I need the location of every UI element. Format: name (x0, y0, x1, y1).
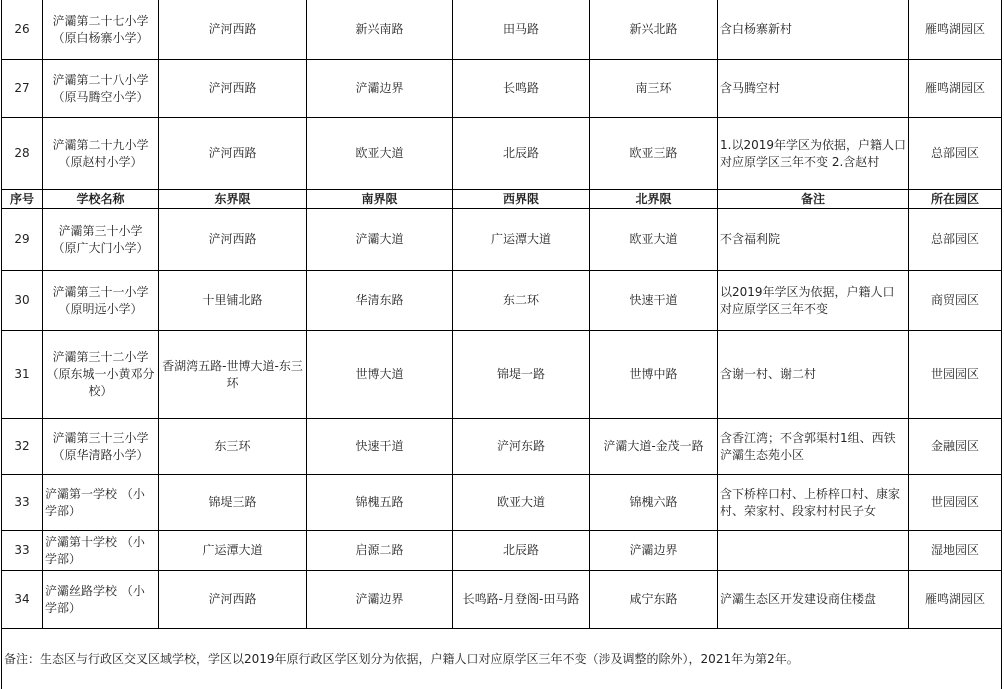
row-number: 27 (2, 60, 43, 118)
footnote-row (2, 629, 1002, 689)
school-name: 浐灞第一学校 （小学部） (43, 475, 159, 531)
row-number: 31 (2, 331, 43, 419)
column-header: 学校名称 (43, 190, 159, 209)
school-name: 浐灞第三十二小学（原东城一小黄邓分校） (43, 331, 159, 419)
east-boundary: 浐河西路 (159, 0, 307, 60)
west-boundary: 浐河东路 (453, 419, 590, 475)
park-area: 总部园区 (909, 209, 1002, 271)
school-name: 浐灞第三十小学 （原广大门小学） (43, 209, 159, 271)
park-area: 雁鸣湖园区 (909, 60, 1002, 118)
north-boundary: 世博中路 (590, 331, 718, 419)
west-boundary: 北辰路 (453, 531, 590, 571)
east-boundary: 广运潭大道 (159, 531, 307, 571)
remark: 不含福利院 (718, 209, 909, 271)
row-number: 33 (2, 475, 43, 531)
south-boundary: 浐灞边界 (307, 571, 453, 629)
park-area: 湿地园区 (909, 531, 1002, 571)
column-header: 北界限 (590, 190, 718, 209)
column-header: 南界限 (307, 190, 453, 209)
remark: 含香江湾；不含郭渠村1组、西铁浐灞生态苑小区 (718, 419, 909, 475)
remark: 含下桥梓口村、上桥梓口村、康家村、荣家村、段家村村民子女 (718, 475, 909, 531)
north-boundary: 欧亚大道 (590, 209, 718, 271)
table-row (2, 118, 1002, 190)
school-name: 浐灞第二十九小学（原赵村小学） (43, 118, 159, 190)
column-header: 西界限 (453, 190, 590, 209)
south-boundary: 华清东路 (307, 271, 453, 331)
east-boundary: 锦堤三路 (159, 475, 307, 531)
school-name: 浐灞第三十一小学（原明远小学） (43, 271, 159, 331)
school-district-table (1, 0, 1002, 689)
park-area: 总部园区 (909, 118, 1002, 190)
table-row (2, 209, 1002, 271)
footnote: 备注：生态区与行政区交叉区域学校，学区以2019年原行政区学区划分为依据，户籍人口对应原学区三年不变（涉及调整的除外），2021年为第2年。 (2, 629, 1002, 689)
column-header: 所在园区 (909, 190, 1002, 209)
column-header: 东界限 (159, 190, 307, 209)
park-area: 世园园区 (909, 475, 1002, 531)
south-boundary: 启源二路 (307, 531, 453, 571)
north-boundary: 浐灞边界 (590, 531, 718, 571)
remark: 1.以2019年学区为依据，户籍人口对应原学区三年不变 2.含赵村 (718, 118, 909, 190)
west-boundary: 东二环 (453, 271, 590, 331)
row-number: 32 (2, 419, 43, 475)
park-area: 世园园区 (909, 331, 1002, 419)
south-boundary: 新兴南路 (307, 0, 453, 60)
row-number: 30 (2, 271, 43, 331)
row-number: 34 (2, 571, 43, 629)
row-number: 28 (2, 118, 43, 190)
remark: 含白杨寨新村 (718, 0, 909, 60)
table-row (2, 271, 1002, 331)
park-area: 商贸园区 (909, 271, 1002, 331)
table-row (2, 60, 1002, 118)
south-boundary: 锦槐五路 (307, 475, 453, 531)
row-number: 29 (2, 209, 43, 271)
school-name: 浐灞丝路学校 （小学部） (43, 571, 159, 629)
east-boundary: 浐河西路 (159, 118, 307, 190)
table-header-row (2, 190, 1002, 209)
north-boundary: 欧亚三路 (590, 118, 718, 190)
west-boundary: 锦堤一路 (453, 331, 590, 419)
south-boundary: 世博大道 (307, 331, 453, 419)
south-boundary: 欧亚大道 (307, 118, 453, 190)
table-row (2, 419, 1002, 475)
row-number: 33 (2, 531, 43, 571)
table-row (2, 0, 1002, 60)
east-boundary: 浐河西路 (159, 209, 307, 271)
remark: 以2019年学区为依据，户籍人口对应原学区三年不变 (718, 271, 909, 331)
west-boundary: 北辰路 (453, 118, 590, 190)
north-boundary: 南三环 (590, 60, 718, 118)
south-boundary: 快速干道 (307, 419, 453, 475)
table-row (2, 331, 1002, 419)
west-boundary: 广运潭大道 (453, 209, 590, 271)
east-boundary: 东三环 (159, 419, 307, 475)
east-boundary: 十里铺北路 (159, 271, 307, 331)
south-boundary: 浐灞边界 (307, 60, 453, 118)
west-boundary: 长鸣路-月登阁-田马路 (453, 571, 590, 629)
school-name: 浐灞第二十七小学（原白杨寨小学） (43, 0, 159, 60)
east-boundary: 香湖湾五路-世博大道-东三环 (159, 331, 307, 419)
school-name: 浐灞第二十八小学（原马腾空小学） (43, 60, 159, 118)
north-boundary: 锦槐六路 (590, 475, 718, 531)
south-boundary: 浐灞大道 (307, 209, 453, 271)
park-area: 金融园区 (909, 419, 1002, 475)
remark: 含马腾空村 (718, 60, 909, 118)
remark: 含谢一村、谢二村 (718, 331, 909, 419)
school-name: 浐灞第十学校 （小学部） (43, 531, 159, 571)
east-boundary: 浐河西路 (159, 60, 307, 118)
column-header: 备注 (718, 190, 909, 209)
table-row (2, 571, 1002, 629)
north-boundary: 咸宁东路 (590, 571, 718, 629)
table-row (2, 475, 1002, 531)
north-boundary: 新兴北路 (590, 0, 718, 60)
north-boundary: 快速干道 (590, 271, 718, 331)
east-boundary: 浐河西路 (159, 571, 307, 629)
north-boundary: 浐灞大道-金茂一路 (590, 419, 718, 475)
west-boundary: 长鸣路 (453, 60, 590, 118)
remark (718, 531, 909, 571)
column-header: 序号 (2, 190, 43, 209)
park-area: 雁鸣湖园区 (909, 571, 1002, 629)
park-area: 雁鸣湖园区 (909, 0, 1002, 60)
row-number: 26 (2, 0, 43, 60)
remark: 浐灞生态区开发建设商住楼盘 (718, 571, 909, 629)
table-row (2, 531, 1002, 571)
west-boundary: 欧亚大道 (453, 475, 590, 531)
school-name: 浐灞第三十三小学（原华清路小学） (43, 419, 159, 475)
west-boundary: 田马路 (453, 0, 590, 60)
